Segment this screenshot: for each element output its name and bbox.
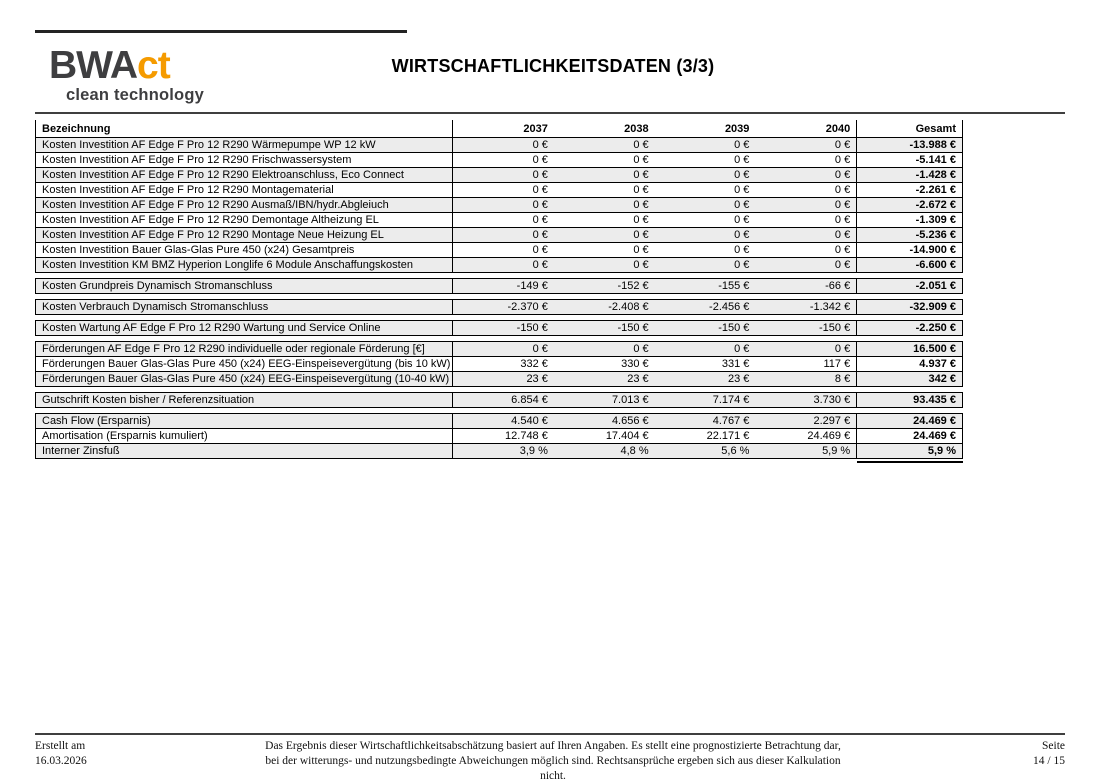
table-row bbox=[35, 198, 963, 213]
year-value: -1.342 € bbox=[809, 301, 851, 313]
table-row bbox=[35, 414, 963, 429]
year-value: -2.408 € bbox=[608, 301, 649, 313]
table-row bbox=[35, 444, 963, 459]
table-row bbox=[35, 372, 963, 387]
year-value: 2.297 € bbox=[813, 415, 851, 427]
year-value: 23 € bbox=[526, 373, 548, 385]
year-value: 117 € bbox=[823, 358, 851, 370]
year-value: -150 € bbox=[718, 322, 750, 334]
table-group bbox=[35, 299, 963, 315]
year-value: 24.469 € bbox=[807, 430, 851, 442]
year-value: 0 € bbox=[734, 229, 750, 241]
table-group bbox=[35, 320, 963, 336]
table-group bbox=[35, 278, 963, 294]
logo-top-rule bbox=[35, 30, 407, 33]
row-label: Kosten Investition AF Edge F Pro 12 R290 Demontage Altheizung EL bbox=[36, 213, 453, 227]
year-value: 332 € bbox=[520, 358, 548, 370]
column-header-2038: 2038 bbox=[554, 120, 655, 137]
year-value: -152 € bbox=[617, 280, 649, 292]
disclaimer-line-1: Das Ergebnis dieser Wirtschaftlichkeitsabschätzung basiert auf Ihren Angaben. Es stellt eine prognostizierte Betrachtung dar, bbox=[265, 740, 841, 752]
gesamt-double-underline bbox=[857, 461, 963, 463]
table-row bbox=[35, 279, 963, 294]
year-value: 0 € bbox=[532, 199, 548, 211]
year-value: 0 € bbox=[734, 184, 750, 196]
table-row bbox=[35, 243, 963, 258]
year-value: -2.370 € bbox=[507, 301, 548, 313]
disclaimer-line-2: bei der witterungs- und nutzungsbedingte Abweichungen möglich sind. Rechtsansprüche ergeben sich aus dieser Kalkulation nicht. bbox=[265, 755, 841, 782]
year-value: 0 € bbox=[532, 229, 548, 241]
gesamt-value: 16.500 € bbox=[856, 342, 962, 356]
row-label: Gutschrift Kosten bisher / Referenzsituation bbox=[36, 393, 453, 407]
table-row bbox=[35, 228, 963, 243]
year-value: 0 € bbox=[532, 244, 548, 256]
table-row bbox=[35, 321, 963, 336]
row-label: Kosten Investition AF Edge F Pro 12 R290 Frischwassersystem bbox=[36, 153, 453, 167]
row-label: Interner Zinsfuß bbox=[36, 444, 453, 458]
row-label: Kosten Wartung AF Edge F Pro 12 R290 Wartung und Service Online bbox=[36, 321, 453, 335]
table-row bbox=[35, 393, 963, 408]
row-label: Kosten Grundpreis Dynamisch Stromanschluss bbox=[36, 279, 453, 293]
table-row bbox=[35, 357, 963, 372]
year-value: 0 € bbox=[532, 139, 548, 151]
column-header-2039: 2039 bbox=[655, 120, 756, 137]
year-value: 0 € bbox=[633, 229, 649, 241]
table-row bbox=[35, 300, 963, 315]
table-row bbox=[35, 168, 963, 183]
gesamt-value: -2.250 € bbox=[856, 321, 962, 335]
year-value: 0 € bbox=[834, 229, 851, 241]
year-value: 6.854 € bbox=[511, 394, 548, 406]
page-title: WIRTSCHAFTLICHKEITSDATEN (3/3) bbox=[391, 56, 715, 76]
gesamt-value: -14.900 € bbox=[856, 243, 962, 257]
year-value: -149 € bbox=[516, 280, 548, 292]
year-value: 0 € bbox=[633, 214, 649, 226]
year-value: 3.730 € bbox=[813, 394, 851, 406]
year-value: 0 € bbox=[734, 199, 750, 211]
row-label: Kosten Investition AF Edge F Pro 12 R290 Montagematerial bbox=[36, 183, 453, 197]
table-body bbox=[35, 138, 963, 459]
year-value: 0 € bbox=[633, 139, 649, 151]
year-value: 0 € bbox=[633, 259, 649, 271]
year-value: 5,9 % bbox=[822, 445, 851, 457]
year-value: 0 € bbox=[633, 343, 649, 355]
year-value: 8 € bbox=[834, 373, 851, 385]
year-value: 331 € bbox=[721, 358, 750, 370]
year-value: 4.656 € bbox=[611, 415, 649, 427]
row-label: Kosten Investition KM BMZ Hyperion Longlife 6 Module Anschaffungskosten bbox=[36, 258, 453, 272]
gesamt-value: -13.988 € bbox=[856, 138, 962, 152]
column-header-2040: 2040 bbox=[755, 120, 856, 137]
year-value: 0 € bbox=[834, 214, 851, 226]
row-label: Kosten Investition Bauer Glas-Glas Pure 450 (x24) Gesamtpreis bbox=[36, 243, 453, 257]
gesamt-value: 4.937 € bbox=[856, 357, 962, 371]
header-divider bbox=[35, 112, 1065, 114]
gesamt-value: 342 € bbox=[856, 372, 962, 386]
year-value: 0 € bbox=[532, 259, 548, 271]
gesamt-value: -1.428 € bbox=[856, 168, 962, 182]
table-row bbox=[35, 429, 963, 444]
year-value: 17.404 € bbox=[605, 430, 649, 442]
table-group bbox=[35, 341, 963, 387]
logo-text-dark: BWA bbox=[49, 44, 137, 87]
year-value: 0 € bbox=[734, 343, 750, 355]
year-value: 0 € bbox=[834, 343, 851, 355]
gesamt-value: -2.672 € bbox=[856, 198, 962, 212]
year-value: 4,8 % bbox=[620, 445, 649, 457]
year-value: 7.013 € bbox=[611, 394, 649, 406]
year-value: 0 € bbox=[633, 154, 649, 166]
logo-text-orange: ct bbox=[137, 44, 170, 87]
table-group bbox=[35, 413, 963, 459]
economics-table bbox=[35, 120, 963, 463]
year-value: 0 € bbox=[834, 184, 851, 196]
year-value: 0 € bbox=[532, 169, 548, 181]
column-header-2037: 2037 bbox=[453, 120, 554, 137]
year-value: 0 € bbox=[834, 244, 851, 256]
row-label: Förderungen Bauer Glas-Glas Pure 450 (x24) EEG-Einspeisevergütung (10-40 kW) bbox=[36, 372, 453, 386]
year-value: 0 € bbox=[633, 199, 649, 211]
table-row bbox=[35, 258, 963, 273]
page-number: 14 / 15 bbox=[1033, 755, 1065, 767]
column-header-bezeichnung: Bezeichnung bbox=[36, 120, 453, 137]
row-label: Kosten Investition AF Edge F Pro 12 R290 Elektroanschluss, Eco Connect bbox=[36, 168, 453, 182]
table-group bbox=[35, 392, 963, 408]
table-row bbox=[35, 183, 963, 198]
gesamt-value: -6.600 € bbox=[856, 258, 962, 272]
footer-divider bbox=[35, 733, 1065, 735]
row-label: Kosten Investition AF Edge F Pro 12 R290 Ausmaß/IBN/hydr.Abgleiuch bbox=[36, 198, 453, 212]
gesamt-value: 93.435 € bbox=[856, 393, 962, 407]
logo-subtitle: clean technology bbox=[66, 86, 204, 104]
year-value: 0 € bbox=[532, 343, 548, 355]
gesamt-value: -2.051 € bbox=[856, 279, 962, 293]
gesamt-value: -32.909 € bbox=[856, 300, 962, 314]
year-value: -155 € bbox=[718, 280, 750, 292]
table-group bbox=[35, 138, 963, 273]
table-row bbox=[35, 138, 963, 153]
year-value: 0 € bbox=[734, 169, 750, 181]
row-label: Cash Flow (Ersparnis) bbox=[36, 414, 453, 428]
year-value: 0 € bbox=[734, 259, 750, 271]
row-label: Amortisation (Ersparnis kumuliert) bbox=[36, 429, 453, 443]
year-value: 12.748 € bbox=[505, 430, 548, 442]
year-value: 0 € bbox=[734, 244, 750, 256]
created-date: 16.03.2026 bbox=[35, 755, 87, 767]
year-value: 22.171 € bbox=[706, 430, 750, 442]
row-label: Förderungen Bauer Glas-Glas Pure 450 (x24) EEG-Einspeisevergütung (bis 10 kW) bbox=[36, 357, 453, 371]
year-value: 4.540 € bbox=[511, 415, 548, 427]
year-value: 0 € bbox=[633, 244, 649, 256]
year-value: 0 € bbox=[633, 184, 649, 196]
year-value: 7.174 € bbox=[712, 394, 750, 406]
footer-disclaimer bbox=[253, 739, 853, 782]
year-value: 0 € bbox=[734, 154, 750, 166]
year-value: 0 € bbox=[834, 139, 851, 151]
created-label: Erstellt am bbox=[35, 740, 86, 752]
year-value: 330 € bbox=[621, 358, 649, 370]
year-value: -66 € bbox=[825, 280, 851, 292]
footer-created-block bbox=[35, 739, 87, 769]
year-value: -150 € bbox=[617, 322, 649, 334]
row-label: Kosten Investition AF Edge F Pro 12 R290 Montage Neue Heizung EL bbox=[36, 228, 453, 242]
year-value: 0 € bbox=[734, 139, 750, 151]
footer-page-block bbox=[1033, 739, 1065, 769]
year-value: 23 € bbox=[728, 373, 750, 385]
table-header-row bbox=[35, 120, 963, 138]
row-label: Förderungen AF Edge F Pro 12 R290 individuelle oder regionale Förderung [€] bbox=[36, 342, 453, 356]
gesamt-value: -1.309 € bbox=[856, 213, 962, 227]
table-row bbox=[35, 342, 963, 357]
year-value: 0 € bbox=[633, 169, 649, 181]
year-value: 0 € bbox=[734, 214, 750, 226]
year-value: 0 € bbox=[532, 154, 548, 166]
table-row bbox=[35, 153, 963, 168]
gesamt-value: 24.469 € bbox=[856, 429, 962, 443]
year-value: 23 € bbox=[627, 373, 649, 385]
gesamt-value: -5.141 € bbox=[856, 153, 962, 167]
year-value: 3,9 % bbox=[519, 445, 548, 457]
page-label: Seite bbox=[1042, 740, 1065, 752]
row-label: Kosten Verbrauch Dynamisch Stromanschluss bbox=[36, 300, 453, 314]
gesamt-value: 24.469 € bbox=[856, 414, 962, 428]
year-value: 0 € bbox=[834, 154, 851, 166]
year-value: 0 € bbox=[532, 214, 548, 226]
year-value: 0 € bbox=[532, 184, 548, 196]
year-value: 4.767 € bbox=[712, 415, 750, 427]
gesamt-value: -2.261 € bbox=[856, 183, 962, 197]
year-value: 0 € bbox=[834, 169, 851, 181]
table-row bbox=[35, 213, 963, 228]
column-header-gesamt: Gesamt bbox=[856, 120, 962, 137]
year-value: 0 € bbox=[834, 259, 851, 271]
year-value: 0 € bbox=[834, 199, 851, 211]
year-value: 5,6 % bbox=[721, 445, 750, 457]
year-value: -2.456 € bbox=[709, 301, 750, 313]
row-label: Kosten Investition AF Edge F Pro 12 R290 Wärmepumpe WP 12 kW bbox=[36, 138, 453, 152]
year-value: -150 € bbox=[516, 322, 548, 334]
year-value: -150 € bbox=[819, 322, 851, 334]
gesamt-value: 5,9 % bbox=[856, 444, 962, 458]
gesamt-value: -5.236 € bbox=[856, 228, 962, 242]
